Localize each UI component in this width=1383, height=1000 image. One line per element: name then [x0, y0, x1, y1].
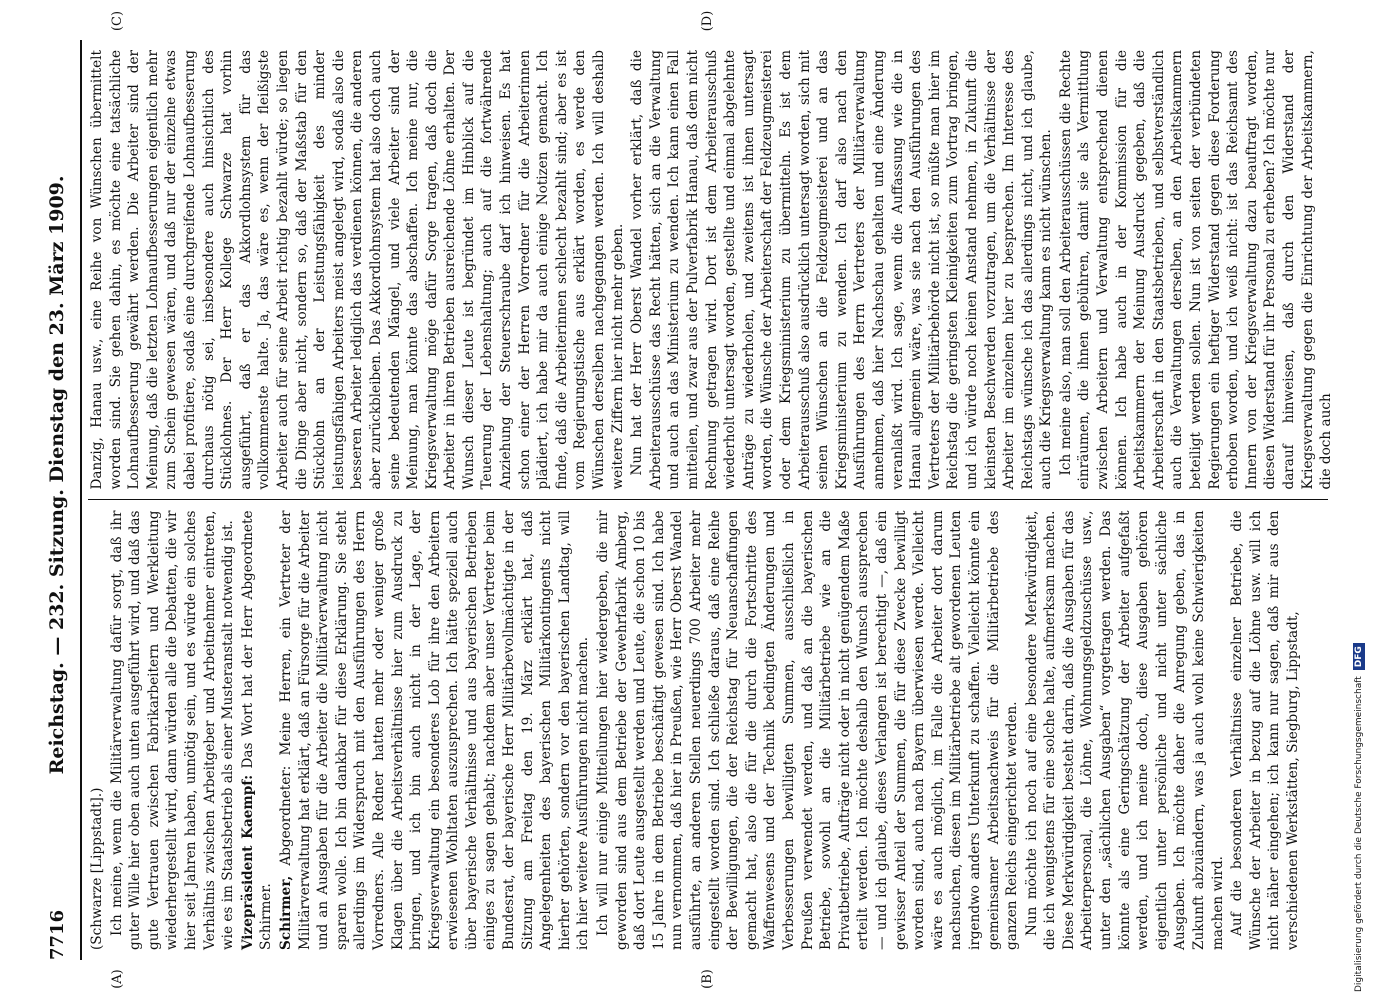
- speaker-name: Vizepräsident Kaempf:: [239, 774, 256, 950]
- paragraph: [277, 511, 593, 951]
- credit-text: Digitalisierung gefördert durch die Deutsche Forschungsgemeinschaft: [1354, 676, 1364, 992]
- rotated-content: [40, 10, 1340, 989]
- page-header: [40, 40, 74, 960]
- text-columns: [88, 40, 1335, 960]
- margin-marker-a: (A): [110, 969, 125, 989]
- column-left: [88, 501, 1328, 961]
- paragraph: [1023, 511, 1228, 951]
- paragraph-text: Abgeordneter: Meine Herren, ein Vertreter der Militärverwaltung hat erklärt, daß an Fürsorge für die Arbeiter und an Ausgaben für die Arbeiter die Militärverwaltung nicht sparen wolle. Ich bin dankbar für diese Erklärung. Sie steht allerdings im Widerspruch mit den Ausführungen des Herrn Vorredners. Alle Redner hatten mehr oder weniger große Klagen über die Arbeitsverhältnisse hier zum Ausdruck zu bringen, und ich bin auch nicht in der Lage, der Kriegsverwaltung ein besonderes Lob für ihre den Arbeitern erwiesenen Wohltaten auszusprechen. Ich hätte speziell auch über bayerische Verhältnisse und aus bayerischen Betrieben einiges zu sagen gehabt; nachdem aber unser Vertreter beim Bundesrat, der bayerische Herr Militärbevollmächtigte in der Sitzung am Freitag den 19. März erklärt hat, daß Angelegenheiten des bayerischen Militärkontingents nicht hierher gehörten, sondern vor den bayerischen Landtag, will ich hier weitere Ausführungen nicht machen.: [277, 510, 592, 950]
- paragraph-text: Nun möchte ich noch auf eine besondere Merkwürdigkeit, die ich wenigstens für eine solche halte, aufmerksam machen. Diese Merkwürdigkeit besteht darin, daß die Ausgaben für das Arbeiterpersonal, die Löhne, Wohnungsgeldzuschüsse usw., unter den „sächlichen Ausgaben“ vorgetragen werden. Das könnte als eine Geringschätzung der Arbeiter aufgefaßt werden, und ich meine doch, diese Ausgaben gehören eigentlich unter persönliche und nicht unter sächliche Ausgaben. Ich möchte daher die Anregung geben, das in Zukunft abzuändern, was ja auch wohl keine Schwierigkeiten machen wird.: [1023, 510, 1226, 950]
- digitization-credit: [1353, 8, 1377, 992]
- column-right: [88, 40, 1335, 501]
- speaker-name: Schirmer,: [277, 875, 294, 950]
- paragraph: [108, 511, 238, 951]
- paragraph: [88, 50, 627, 490]
- page-number: 7716: [46, 909, 68, 960]
- paragraph: [1057, 50, 1336, 490]
- paragraph: [88, 511, 107, 951]
- paragraph: [594, 511, 1022, 951]
- paragraph-text: Ich will nur einige Mitteilungen hier wiedergeben, die mir geworden sind aus dem Betriebe der Gewehrfabrik Amberg, daß dort Leute ausgestellt werden und Leute, die schon 10 bis 15 Jahre in dem Betriebe beschäftigt gewesen sind. Ich habe nun vernommen, daß hier in Preußen, wie Herr Oberst Wandel ausführte, an anderen Stellen neuerdings 700 Arbeiter mehr eingestellt worden sind. Ich schließe daraus, daß eine Reihe der Bewilligungen, die der Reichstag für Neuanschaffungen gemacht hat, also die für die durch die Fortschritte des Waffenwesens und der Technik bedingten Änderungen und Verbesserungen bewilligten Summen, ausschließlich in Preußen verwendet werden, und daß an die bayerischen Betriebe, sowohl an die Militärbetriebe wie an die Privatbetriebe, Aufträge nicht oder in nicht genügendem Maße erteilt werden. Ich möchte deshalb den Wunsch aussprechen — und ich glaube, dieses Verlangen ist berechtigt —, daß ein gewisser Anteil der Summen, die für diese Zwecke bewilligt worden sind, auch nach Bayern überwiesen werde. Vielleicht wäre es auch möglich, im Falle die Arbeiter dort darum nachsuchen, diesen im Militärbetriebe alt gewordenen Leuten irgendwo anders Unterkunft zu schaffen. Vielleicht könnte ein gemeinsamer Arbeitsnachweis für die Militärbetriebe des ganzen Reichs eingerichtet werden.: [595, 510, 1021, 950]
- paragraph: [1228, 511, 1302, 951]
- margin-marker-b: (B): [700, 969, 715, 989]
- paragraph-text: Danzig, Hanau usw., eine Reihe von Wünschen übermittelt worden sind. Sie gehen dahin, es möchte eine tatsächliche Lohnaufbesserung gewährt werden. Die Arbeiter sind der Meinung, daß die letzten Lohnaufbesserungen eigentlich mehr zum Schein gewesen wären, und daß nur der einzelne etwas dabei profitiere, sodaß eine durchgreifende Lohnaufbesserung durchaus nötig sei, insbesondere auch hinsichtlich des Stücklohnes. Der Herr Kollege Schwarze hat vorhin ausgeführt, daß er das Akkordlohnsystem für das vollkommenste halte. Ja, das wäre es, wenn der fleißigste Arbeiter auch für seine Arbeit richtig bezahlt würde; so liegen die Dinge aber nicht, sondern so, daß der Maßstab für den Stücklohn an der Leistungsfähigkeit des minder leistungsfähigen Arbeiters meist angelegt wird, sodaß also die besseren Arbeiter lediglich das verdienen können, die anderen aber zurückbleiben. Das Akkordlohnsystem hat also doch auch seine bedeutenden Mängel, und viele Arbeiter sind der Meinung, man könnte das abschaffen. Ich meine nur, die Kriegsverwaltung möge dafür Sorge tragen, daß doch die Arbeiter in ihren Betrieben ausreichende Löhne erhalten. Der Wunsch dieser Leute ist begründet im Hinblick auf die Teuerung der Lebenshaltung; auch auf die fortwährende Anziehung der Steuerschraube darf ich hinweisen. Es hat schon einer der Herren Vorredner für die Arbeiterinnen plädiert, ich habe mir da auch einige Notizen gemacht. Ich finde, daß die Arbeiterinnen schlecht bezahlt sind; aber es ist vom Regierungstische aus erklärt worden, es werde den Wünschen derselben nachgegangen werden. Ich will deshalb weitere Ziffern hier nicht mehr geben.: [89, 50, 626, 490]
- paragraph-text: Auf die besonderen Verhältnisse einzelner Betriebe, die Wünsche der Arbeiter in bezug auf die Löhne usw. will ich nicht näher eingehen; ich kann nur sagen, daß mir aus den verschiedenen Werkstätten, Siegburg, Lippstadt,: [1229, 510, 1301, 950]
- paragraph-text: Ich meine, wenn die Militärverwaltung dafür sorgt, daß ihr guter Wille hier oben auch unten ausgeführt wird, und daß das gute Vertrauen zwischen Fabrikarbeitern und Werkleitung wiederhergestellt wird, dann würden alle die Debatten, die wir hier seit Jahren haben, unnötig sein, und es würde ein solches Verhältnis zwischen Arbeitgeber und Arbeitnehmer eintreten, wie es im Staatsbetrieb als einer Musteranstalt notwendig ist.: [108, 510, 237, 950]
- page-title: Reichstag. — 232. Sitzung. Dienstag den 23. März 1909.: [46, 175, 68, 775]
- paragraph-text: Das Wort hat der Herr Abgeordnete Schirmer.: [239, 510, 275, 950]
- dfg-logo: DFG: [1353, 643, 1365, 670]
- paragraph-text: (Schwarze [Lippstadt].): [89, 787, 105, 950]
- paragraph: [628, 50, 1056, 490]
- paragraph: [239, 511, 276, 951]
- header-rule: [80, 40, 82, 960]
- margin-marker-d: (D): [700, 10, 715, 32]
- paragraph-text: Nun hat der Herr Oberst Wandel vorher erklärt, daß die Arbeiterausschüsse das Recht hätten, sich an die Verwaltung und auch an das Ministerium zu wenden. Ich kann einen Fall mitteilen, und zwar aus der Pulverfabrik Hanau, daß dem nicht Rechnung getragen wird. Dort ist dem Arbeiterausschuß wiederholt untersagt worden, gestellte und einmal abgelehnte Anträge zu wiederholen, und zweitens ist ihnen untersagt worden, die Wünsche der Arbeiterschaft der Feldzeugmeisterei oder dem Kriegsministerium zu übermitteln. Es ist dem Arbeiterausschuß also ausdrücklich untersagt worden, sich mit seinen Wünschen an die Feldzeugmeisterei und an das Kriegsministerium zu wenden. Ich darf also nach den Ausführungen des Herrn Vertreters der Militärverwaltung annehmen, daß hier Nachschau gehalten und eine Änderung veranlaßt wird. Ich sage, wenn die Auffassung wie die in Hanau allgemein wäre, was sie nach den Ausführungen des Vertreters der Militärbehörde nicht ist, so müßte man hier im Reichstag die geringsten Kleinigkeiten zum Vortrag bringen, und ich würde noch keinen Anstand nehmen, in Zukunft die kleinsten Beschwerden vorzutragen, um die Verhältnisse der Arbeiter im einzelnen hier zu besprechen. Im Interesse des Reichstags wünsche ich das allerdings nicht, und ich glaube, auch die Kriegsverwaltung kann es nicht wünschen.: [629, 50, 1055, 490]
- paragraph-text: Ich meine also, man soll den Arbeiterausschüssen die Rechte einräumen, die ihnen gebühren, damit sie als Vermittlung zwischen Arbeitern und Verwaltung entsprechend dienen können. Ich habe auch in der Kommission für die Arbeitskammern der Meinung Ausdruck gegeben, daß die Arbeiterschaft in den Staatsbetrieben, und selbstverständlich auch die Verwaltungen derselben, an den Arbeitskammern beteiligt werden sollen. Nun ist von seiten der verbündeten Regierungen ein heftiger Widerstand gegen diese Forderung erhoben worden, und ich weiß nicht: ist das Reichsamt des Innern von der Kriegsverwaltung dazu beauftragt worden, diesen Widerstand für ihr Personal zu erheben? Ich möchte nur darauf hinweisen, daß durch den Widerstand der Kriegsverwaltung gegen die Einrichtung der Arbeitskammern, die doch auch: [1057, 50, 1335, 490]
- margin-marker-c: (C): [110, 10, 125, 32]
